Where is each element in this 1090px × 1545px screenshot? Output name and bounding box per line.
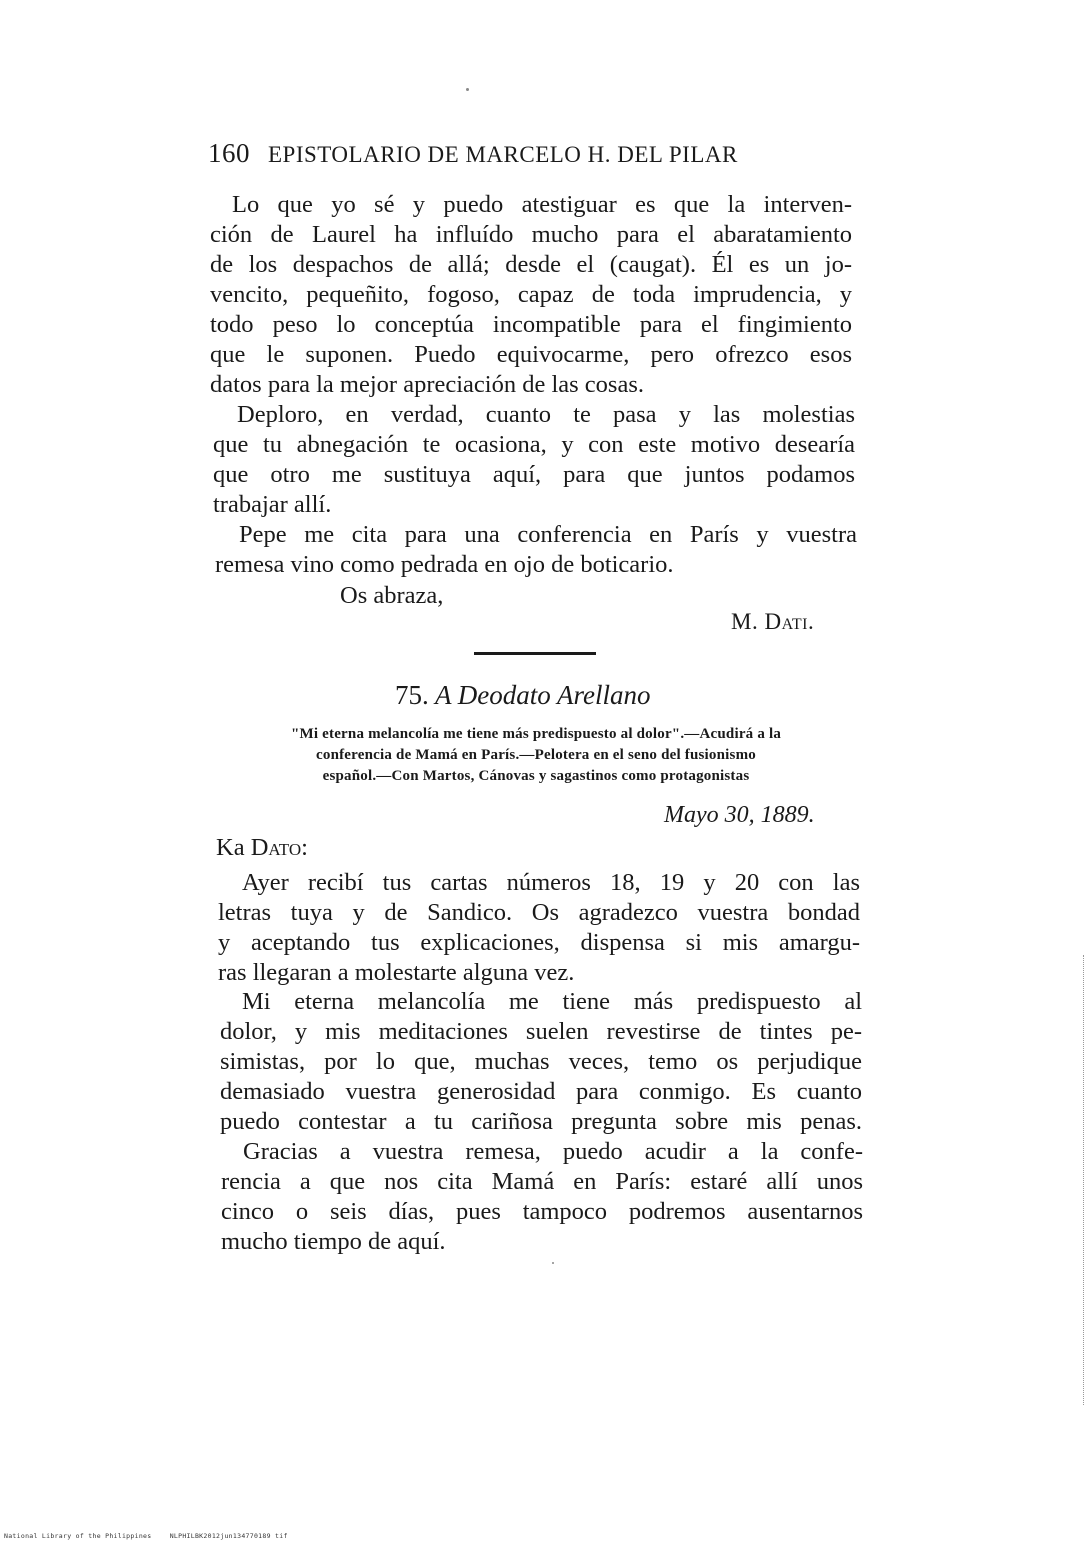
- text-line: rencia a que nos cita Mamá en París: estaré allí unos: [221, 1168, 863, 1195]
- letter1-paragraph-3: [215, 520, 857, 580]
- letter2-paragraph-3: [221, 1137, 863, 1257]
- page-number: 160: [208, 138, 250, 168]
- text-line: datos para la mejor apreciación de las cosas.: [210, 371, 645, 398]
- text-line: dolor, y mis meditaciones suelen revestirse de tintes pe-: [220, 1018, 862, 1045]
- signature-name: Dati.: [764, 609, 815, 634]
- summary-line: español.—Con Martos, Cánovas y sagastinos como protagonistas: [322, 768, 750, 784]
- letter2-paragraph-1: [218, 868, 860, 988]
- section-divider: [474, 652, 596, 655]
- text-line: ción de Laurel ha influído mucho para el abaratamiento: [210, 221, 852, 248]
- text-line: que otro me sustituya aquí, para que juntos podamos: [213, 461, 855, 488]
- letter1-paragraph-2: [213, 400, 855, 520]
- footer-library: National Library of the Philippines: [4, 1532, 152, 1540]
- text-line: Deploro, en verdad, cuanto te pasa y las molestias: [237, 401, 855, 428]
- summary-line: conferencia de Mamá en París.—Pelotera en el seno del fusionismo: [316, 747, 756, 763]
- text-line: mucho tiempo de aquí.: [221, 1228, 446, 1255]
- text-line: trabajar allí.: [213, 491, 332, 518]
- text-line: puedo contestar a tu cariñosa pregunta sobre mis penas.: [220, 1108, 862, 1135]
- text-line: Pepe me cita para una conferencia en París y vuestra: [239, 521, 857, 548]
- text-line: de los despachos de allá; desde el (caugat). Él es un jo-: [210, 251, 852, 278]
- text-line: que le suponen. Puedo equivocarme, pero ofrezco esos: [210, 341, 852, 368]
- text-line: que tu abnegación te ocasiona, y con este motivo desearía: [213, 431, 855, 458]
- signature-initial: M.: [731, 609, 759, 634]
- scan-speck: [466, 88, 469, 91]
- letter-date: Mayo 30, 1889.: [664, 802, 815, 828]
- running-title: EPISTOLARIO DE MARCELO H. DEL PILAR: [268, 142, 738, 167]
- text-line: letras tuya y de Sandico. Os agradezco vuestra bondad: [218, 899, 860, 926]
- section-heading: [395, 680, 651, 711]
- letter1-closing: Os abraza,: [340, 582, 444, 609]
- text-line: demasiado vuestra generosidad para conmigo. Es cuanto: [220, 1078, 862, 1105]
- text-line: simistas, por lo que, muchas veces, temo os perjudique: [220, 1048, 862, 1075]
- scan-speck: [552, 1262, 554, 1264]
- text-line: todo peso lo conceptúa incompatible para el fingimiento: [210, 311, 852, 338]
- salutation-name: Dato:: [250, 834, 308, 861]
- footer-file-id: NLPHILBK2012jun134770189 tif: [169, 1532, 288, 1540]
- text-line: y aceptando tus explicaciones, dispensa si mis amargu-: [218, 929, 860, 956]
- letter-salutation: [216, 834, 308, 862]
- summary-line: "Mi eterna melancolía me tiene más predispuesto al dolor".—Acudirá a la: [290, 726, 782, 742]
- letter1-paragraph-1: [210, 190, 852, 400]
- text-line: Gracias a vuestra remesa, puedo acudir a la confe-: [243, 1138, 863, 1165]
- section-summary: [216, 724, 856, 787]
- section-number: 75.: [395, 680, 429, 710]
- letter2-paragraph-2: [220, 987, 862, 1137]
- text-line: ras llegaran a molestarte alguna vez.: [218, 959, 575, 986]
- letter1-signature: [731, 609, 814, 635]
- text-line: Lo que yo sé y puedo atestiguar es que la interven-: [232, 191, 852, 218]
- scan-footer: [4, 1532, 288, 1540]
- scan-edge-artifact: [1083, 955, 1084, 1405]
- text-line: cinco o seis días, pues tampoco podremos ausentarnos: [221, 1198, 863, 1225]
- text-line: Ayer recibí tus cartas números 18, 19 y 20 con las: [242, 869, 860, 896]
- running-header: [208, 138, 828, 169]
- salutation-prefix: Ka: [216, 834, 245, 861]
- section-title: A Deodato Arellano: [435, 680, 651, 710]
- text-line: Mi eterna melancolía me tiene más predispuesto al: [242, 988, 862, 1015]
- text-line: remesa vino como pedrada en ojo de boticario.: [215, 551, 674, 578]
- text-line: vencito, pequeñito, fogoso, capaz de toda imprudencia, y: [210, 281, 852, 308]
